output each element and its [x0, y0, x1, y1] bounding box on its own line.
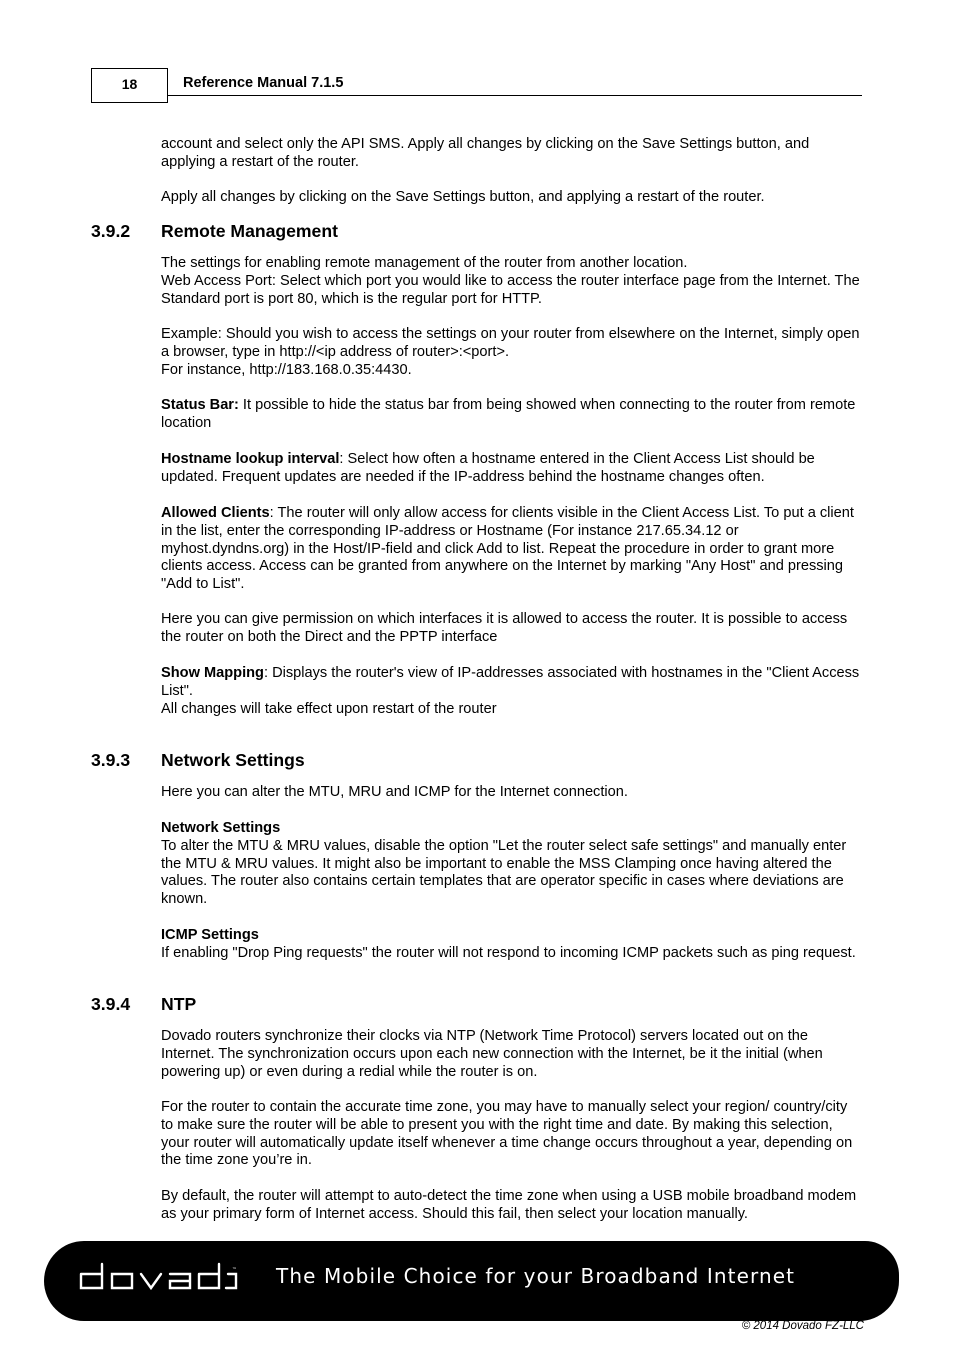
page-number: 18 — [91, 68, 168, 103]
section-number: 3.9.3 — [91, 750, 131, 770]
allowed-clients-paragraph — [161, 505, 863, 594]
hostname-text: : Select how often a hostname entered in the Client Access List should be updated. Frequent updates are needed if the IP-address behind the hostname changes often. — [161, 451, 815, 485]
network-settings-text: To alter the MTU & MRU values, disable the option "Let the router select safe settings" and manually enter the MTU & MRU values. It might also be important to enable the MSS Clamping once having altered the values. The router also contains certain templates that are operator specific in cases where deviations are known. — [161, 837, 847, 908]
hostname-label: Hostname lookup interval — [161, 451, 340, 467]
intro-paragraph-1: account and select only the API SMS. Apply all changes by clicking on the Save Settings button, and applying a restart of the router. — [161, 136, 810, 170]
dovado-logo — [78, 1259, 238, 1293]
section-title: Network Settings — [161, 750, 305, 770]
network-settings-subheading: Network Settings — [161, 820, 281, 836]
ntp-paragraph-1: Dovado routers synchronize their clocks via NTP (Network Time Protocol) servers located out on the Internet. The synchronization occurs upon each new connection with the Internet, be it the initial (when powering up) or even during a redial while the router is on. — [161, 1028, 823, 1080]
section-heading-3-9-2 — [91, 221, 338, 241]
allowed-clients-text: : The router will only allow access for clients visible in the Client Access List. To put a client in the list, enter the corresponding IP-address or Hostname (For instance 217.65.34.12 or myhost.dyndns.org) in the Host/IP-field and click Add to list. Repeat the procedure in order to grant more clients access. Access can be granted from anywhere on the Internet by marking "Any Host" and pressing "Add to List". — [161, 505, 854, 593]
header-rule — [168, 95, 862, 96]
remote-example — [161, 326, 863, 379]
network-settings-block — [161, 820, 863, 909]
section-heading-3-9-3 — [91, 750, 305, 770]
section-heading-3-9-4 — [91, 994, 196, 1014]
icmp-settings-subheading: ICMP Settings — [161, 927, 259, 943]
intro-paragraph-2: Apply all changes by clicking on the Save Settings button, and applying a restart of the router. — [161, 189, 765, 205]
show-mapping-label: Show Mapping — [161, 665, 264, 681]
status-bar-text: It possible to hide the status bar from being showed when connecting to the router from remote location — [161, 397, 856, 431]
status-bar-label: Status Bar: — [161, 397, 239, 413]
section-number: 3.9.2 — [91, 221, 131, 241]
manual-title: Reference Manual 7.1.5 — [183, 75, 344, 91]
section-title: Remote Management — [161, 221, 338, 241]
web-access-port-text: Web Access Port: Select which port you would like to access the router interface page from the Internet. The Standard port is port 80, which is the regular port for HTTP. — [161, 272, 860, 307]
network-intro: Here you can alter the MTU, MRU and ICMP for the Internet connection. — [161, 784, 628, 800]
remote-paragraph-1 — [161, 255, 863, 308]
interfaces-paragraph: Here you can give permission on which interfaces it is allowed to access the router. It is possible to access the router on both the Direct and the PPTP interface — [161, 611, 848, 645]
copyright: © 2014 Dovado FZ-LLC — [741, 1320, 864, 1332]
example-text: Example: Should you wish to access the settings on your router from elsewhere on the Internet, simply open a browser, type in http://<ip address of router>:<port>. — [161, 326, 860, 360]
icmp-settings-block — [161, 927, 863, 963]
allowed-clients-label: Allowed Clients — [161, 505, 270, 521]
show-mapping-paragraph — [161, 665, 863, 718]
status-bar-paragraph — [161, 397, 863, 433]
example-instance: For instance, http://183.168.0.35:4430. — [161, 361, 412, 378]
section-number: 3.9.4 — [91, 994, 131, 1014]
footer-tagline: The Mobile Choice for your Broadband Internet — [276, 1264, 796, 1288]
ntp-paragraph-3: By default, the router will attempt to auto-detect the time zone when using a USB mobile broadband modem as your primary form of Internet access. Should this fail, then select your location manually. — [161, 1188, 857, 1222]
show-mapping-text: : Displays the router's view of IP-addresses associated with hostnames in the "Client Access List". — [161, 665, 860, 699]
hostname-paragraph — [161, 451, 863, 487]
ntp-paragraph-2: For the router to contain the accurate time zone, you may have to manually select your region/ country/city to make sure the router will be able to present you with the right time and date. By making this selection, your router will automatically update itself whenever a time change occurs throughout a year, depending on the time zone you’re in. — [161, 1099, 853, 1169]
icmp-settings-text: If enabling "Drop Ping requests" the router will not respond to incoming ICMP packets such as ping request. — [161, 944, 856, 961]
section-title: NTP — [161, 994, 197, 1014]
svg-text:™: ™ — [232, 1267, 237, 1273]
remote-intro: The settings for enabling remote management of the router from another location. — [161, 255, 688, 271]
restart-note: All changes will take effect upon restart of the router — [161, 700, 497, 717]
